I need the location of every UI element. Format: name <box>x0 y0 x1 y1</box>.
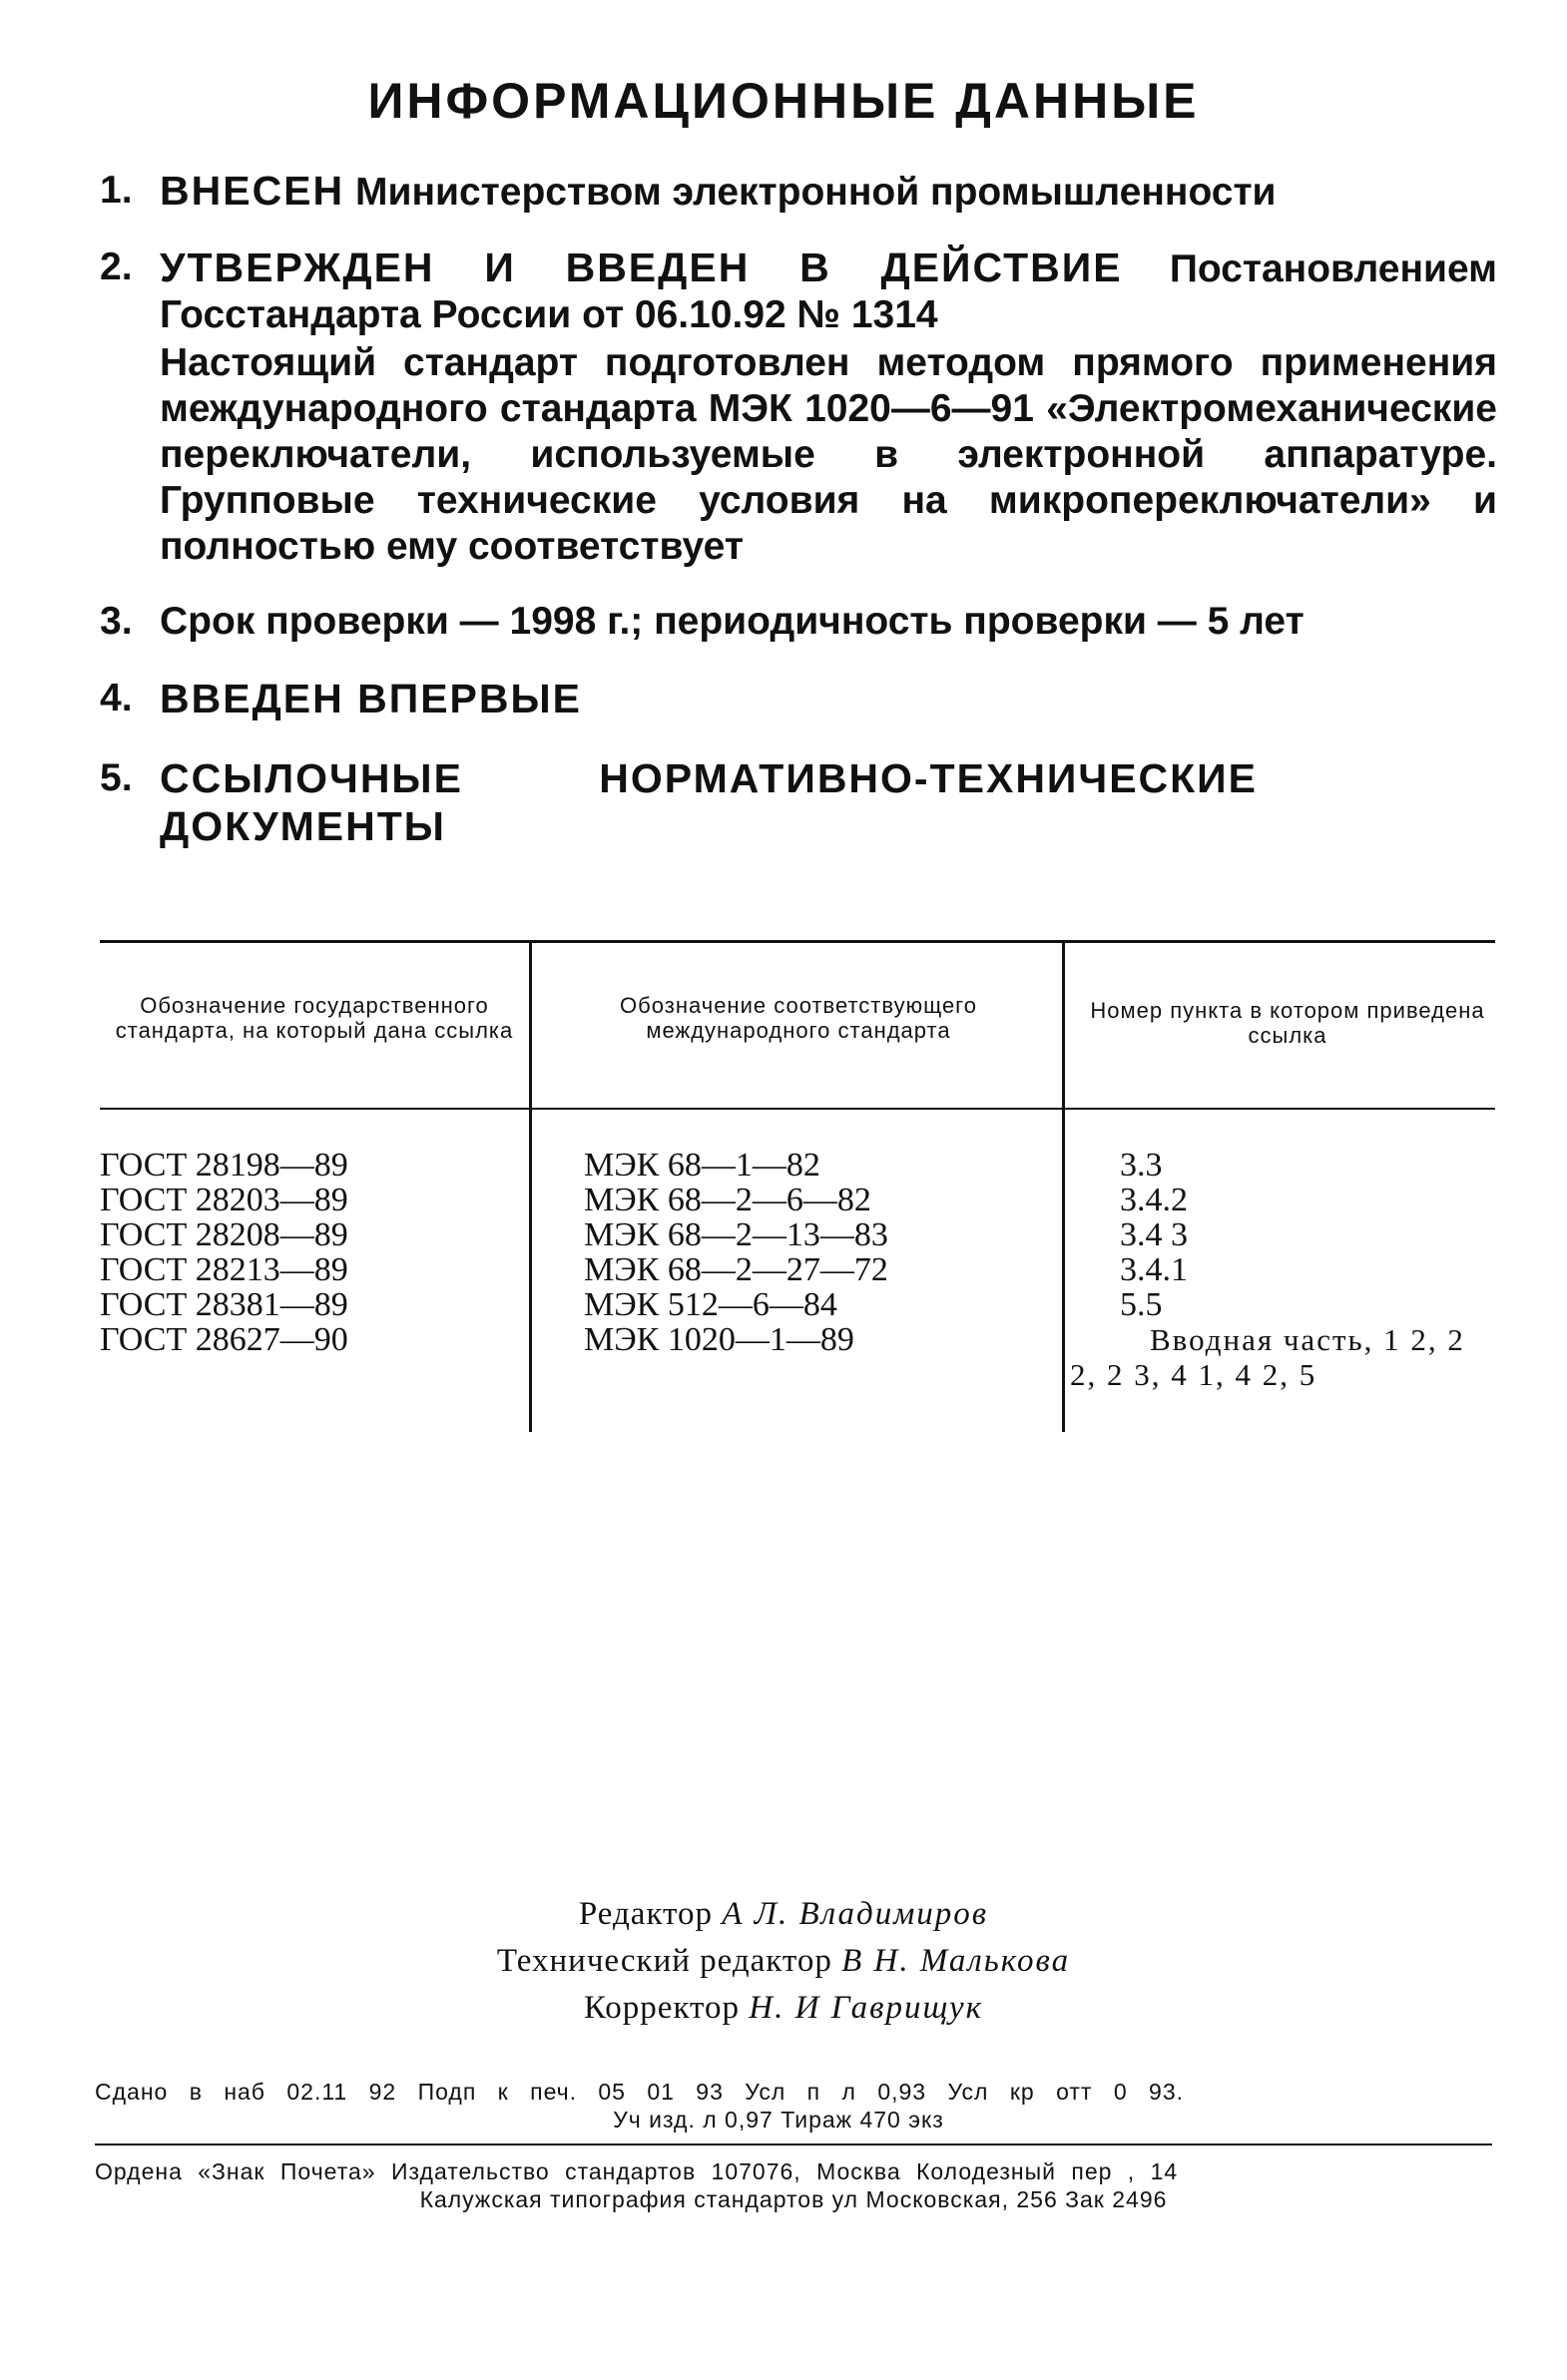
table-cell-clause: Вводная часть, 1 2, 2 2, 2 3, 4 1, 4 2, 5 <box>1070 1322 1465 1392</box>
item-lead: ВВЕДЕН ВПЕРВЫЕ <box>160 676 582 721</box>
table-cell-gost: ГОСТ 28203—89 <box>100 1182 348 1218</box>
credit-label: Технический редактор <box>496 1943 832 1979</box>
column-gost <box>100 1148 348 1357</box>
info-item-1 <box>100 168 1497 216</box>
info-item-2 <box>100 244 1497 570</box>
imprint-line-4: Калужская типография стандартов ул Московская, 256 Зак 2496 <box>419 2186 1168 2212</box>
table-cell-clause: 3.4.1 <box>1120 1251 1188 1288</box>
table-cell-gost: ГОСТ 28627—90 <box>100 1321 348 1358</box>
table-cell-iec: МЭК 1020—1—89 <box>584 1321 854 1358</box>
table-cell-clause: 3.3 <box>1120 1147 1163 1184</box>
credit-label: Корректор <box>583 1990 741 2026</box>
credit-label: Редактор <box>578 1896 714 1932</box>
table-cell-gost: ГОСТ 28198—89 <box>100 1147 348 1184</box>
imprint-line-2: Уч изд. л 0,97 Тираж 470 экз <box>613 2107 944 2133</box>
info-item-5 <box>100 755 1497 851</box>
table-header-rule <box>100 1108 1495 1110</box>
item-text: Постановлением Госстандарта России от 06.10.92 № 1314 <box>160 247 1497 336</box>
page-title: ИНФОРМАЦИОННЫЕ ДАННЫЕ <box>367 73 1200 129</box>
table-top-rule <box>100 940 1495 943</box>
credit-proofreader <box>0 1985 1567 2032</box>
item-text: Срок проверки — 1998 г.; периодичность проверки — 5 лет <box>160 600 1305 643</box>
credit-tech-editor <box>0 1938 1567 1985</box>
item-number: 5. <box>100 756 133 799</box>
table-cell-iec: МЭК 68—2—6—82 <box>584 1182 871 1218</box>
item-lead: ВНЕСЕН <box>160 168 345 214</box>
table-col-divider-1 <box>529 943 532 1432</box>
item-lead: ССЫЛОЧНЫЕ НОРМАТИВНО-ТЕХНИЧЕСКИЕ ДОКУМЕНТЫ <box>160 755 1258 849</box>
credit-name: Н. И Гаврищук <box>749 1990 984 2026</box>
credits-block <box>0 1891 1567 2032</box>
table-cell-clause: 3.4.2 <box>1120 1182 1188 1218</box>
header-clause: Номер пункта в котором приведена ссылка <box>1090 998 1485 1048</box>
item-number: 2. <box>100 245 133 288</box>
item-paragraph: Настоящий стандарт подготовлен методом прямого применения международного стандарта МЭК 1020—6—91 «Электромеханические переключатели, используемые в электронной аппаратуре. Групповые технические условия на микропереключатели» и полностью ему соответствует <box>160 341 1497 568</box>
credit-editor <box>0 1891 1567 1938</box>
column-clause <box>1070 1148 1499 1392</box>
imprint-line-1: Сдано в наб 02.11 92 Подп к печ. 05 01 93 Усл п л 0,93 Усл кр отт 0 93. <box>95 2079 1185 2105</box>
item-number: 3. <box>100 600 133 643</box>
item-number: 4. <box>100 677 133 719</box>
table-cell-gost: ГОСТ 28381—89 <box>100 1286 348 1323</box>
item-lead: УТВЕРЖДЕН И ВВЕДЕН В ДЕЙСТВИЕ <box>160 244 1123 290</box>
column-iec <box>584 1148 888 1357</box>
credit-name: В Н. Малькова <box>841 1943 1071 1979</box>
table-cell-clause: 3.4 3 <box>1120 1216 1188 1253</box>
header-gost: Обозначение государственного стандарта, на который дана ссылка <box>115 993 514 1043</box>
table-cell-iec: МЭК 68—2—13—83 <box>584 1216 888 1253</box>
info-item-3 <box>100 599 1497 645</box>
info-item-4 <box>100 676 1497 723</box>
table-cell-iec: МЭК 512—6—84 <box>584 1286 837 1323</box>
header-iec: Обозначение соответствующего международного стандарта <box>620 993 977 1043</box>
table-col-divider-2 <box>1062 943 1065 1432</box>
item-number: 1. <box>100 169 133 212</box>
table-cell-gost: ГОСТ 28208—89 <box>100 1216 348 1253</box>
table-cell-iec: МЭК 68—2—27—72 <box>584 1251 888 1288</box>
item-text: Министерством электронной промышленности <box>344 171 1277 214</box>
table-cell-clause: 5.5 <box>1120 1286 1163 1323</box>
imprint-rule <box>95 2143 1492 2145</box>
credit-name: А Л. Владимиров <box>722 1896 989 1932</box>
table-cell-iec: МЭК 68—1—82 <box>584 1147 820 1184</box>
imprint-line-3: Ордена «Знак Почета» Издательство стандартов 107076, Москва Колодезный пер , 14 <box>95 2158 1179 2184</box>
table-cell-gost: ГОСТ 28213—89 <box>100 1251 348 1288</box>
